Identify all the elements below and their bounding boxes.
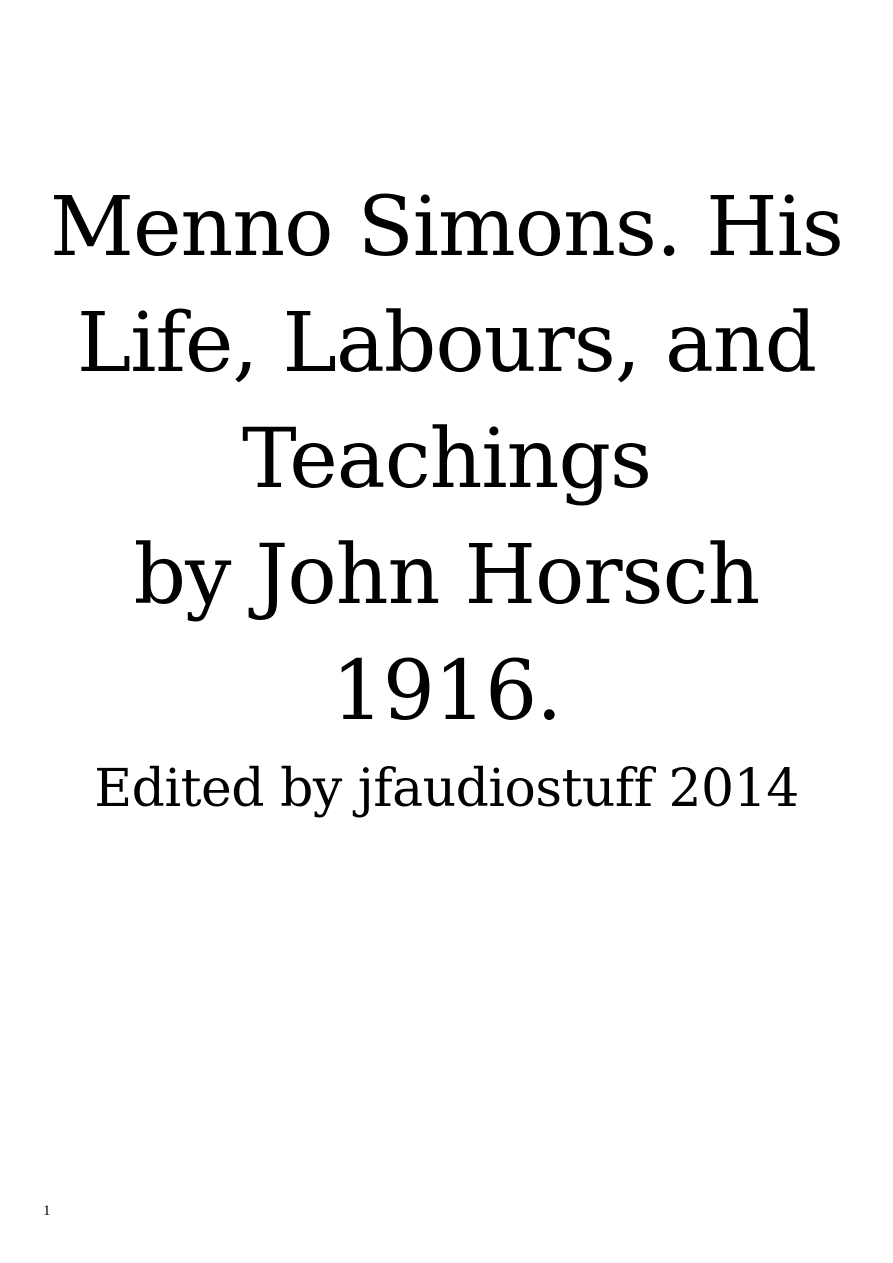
- title-line-3: Teachings: [241, 412, 652, 507]
- author-line: by John Horsch: [133, 528, 760, 623]
- page-number: 1: [43, 1203, 51, 1219]
- title-page: [0, 170, 893, 824]
- year-line: 1916.: [331, 644, 562, 739]
- editor-line: Edited by jfaudiostuff 2014: [94, 759, 799, 819]
- title-line-2: Life, Labours, and: [76, 296, 817, 391]
- title-line-1: Menno Simons. His: [50, 180, 843, 275]
